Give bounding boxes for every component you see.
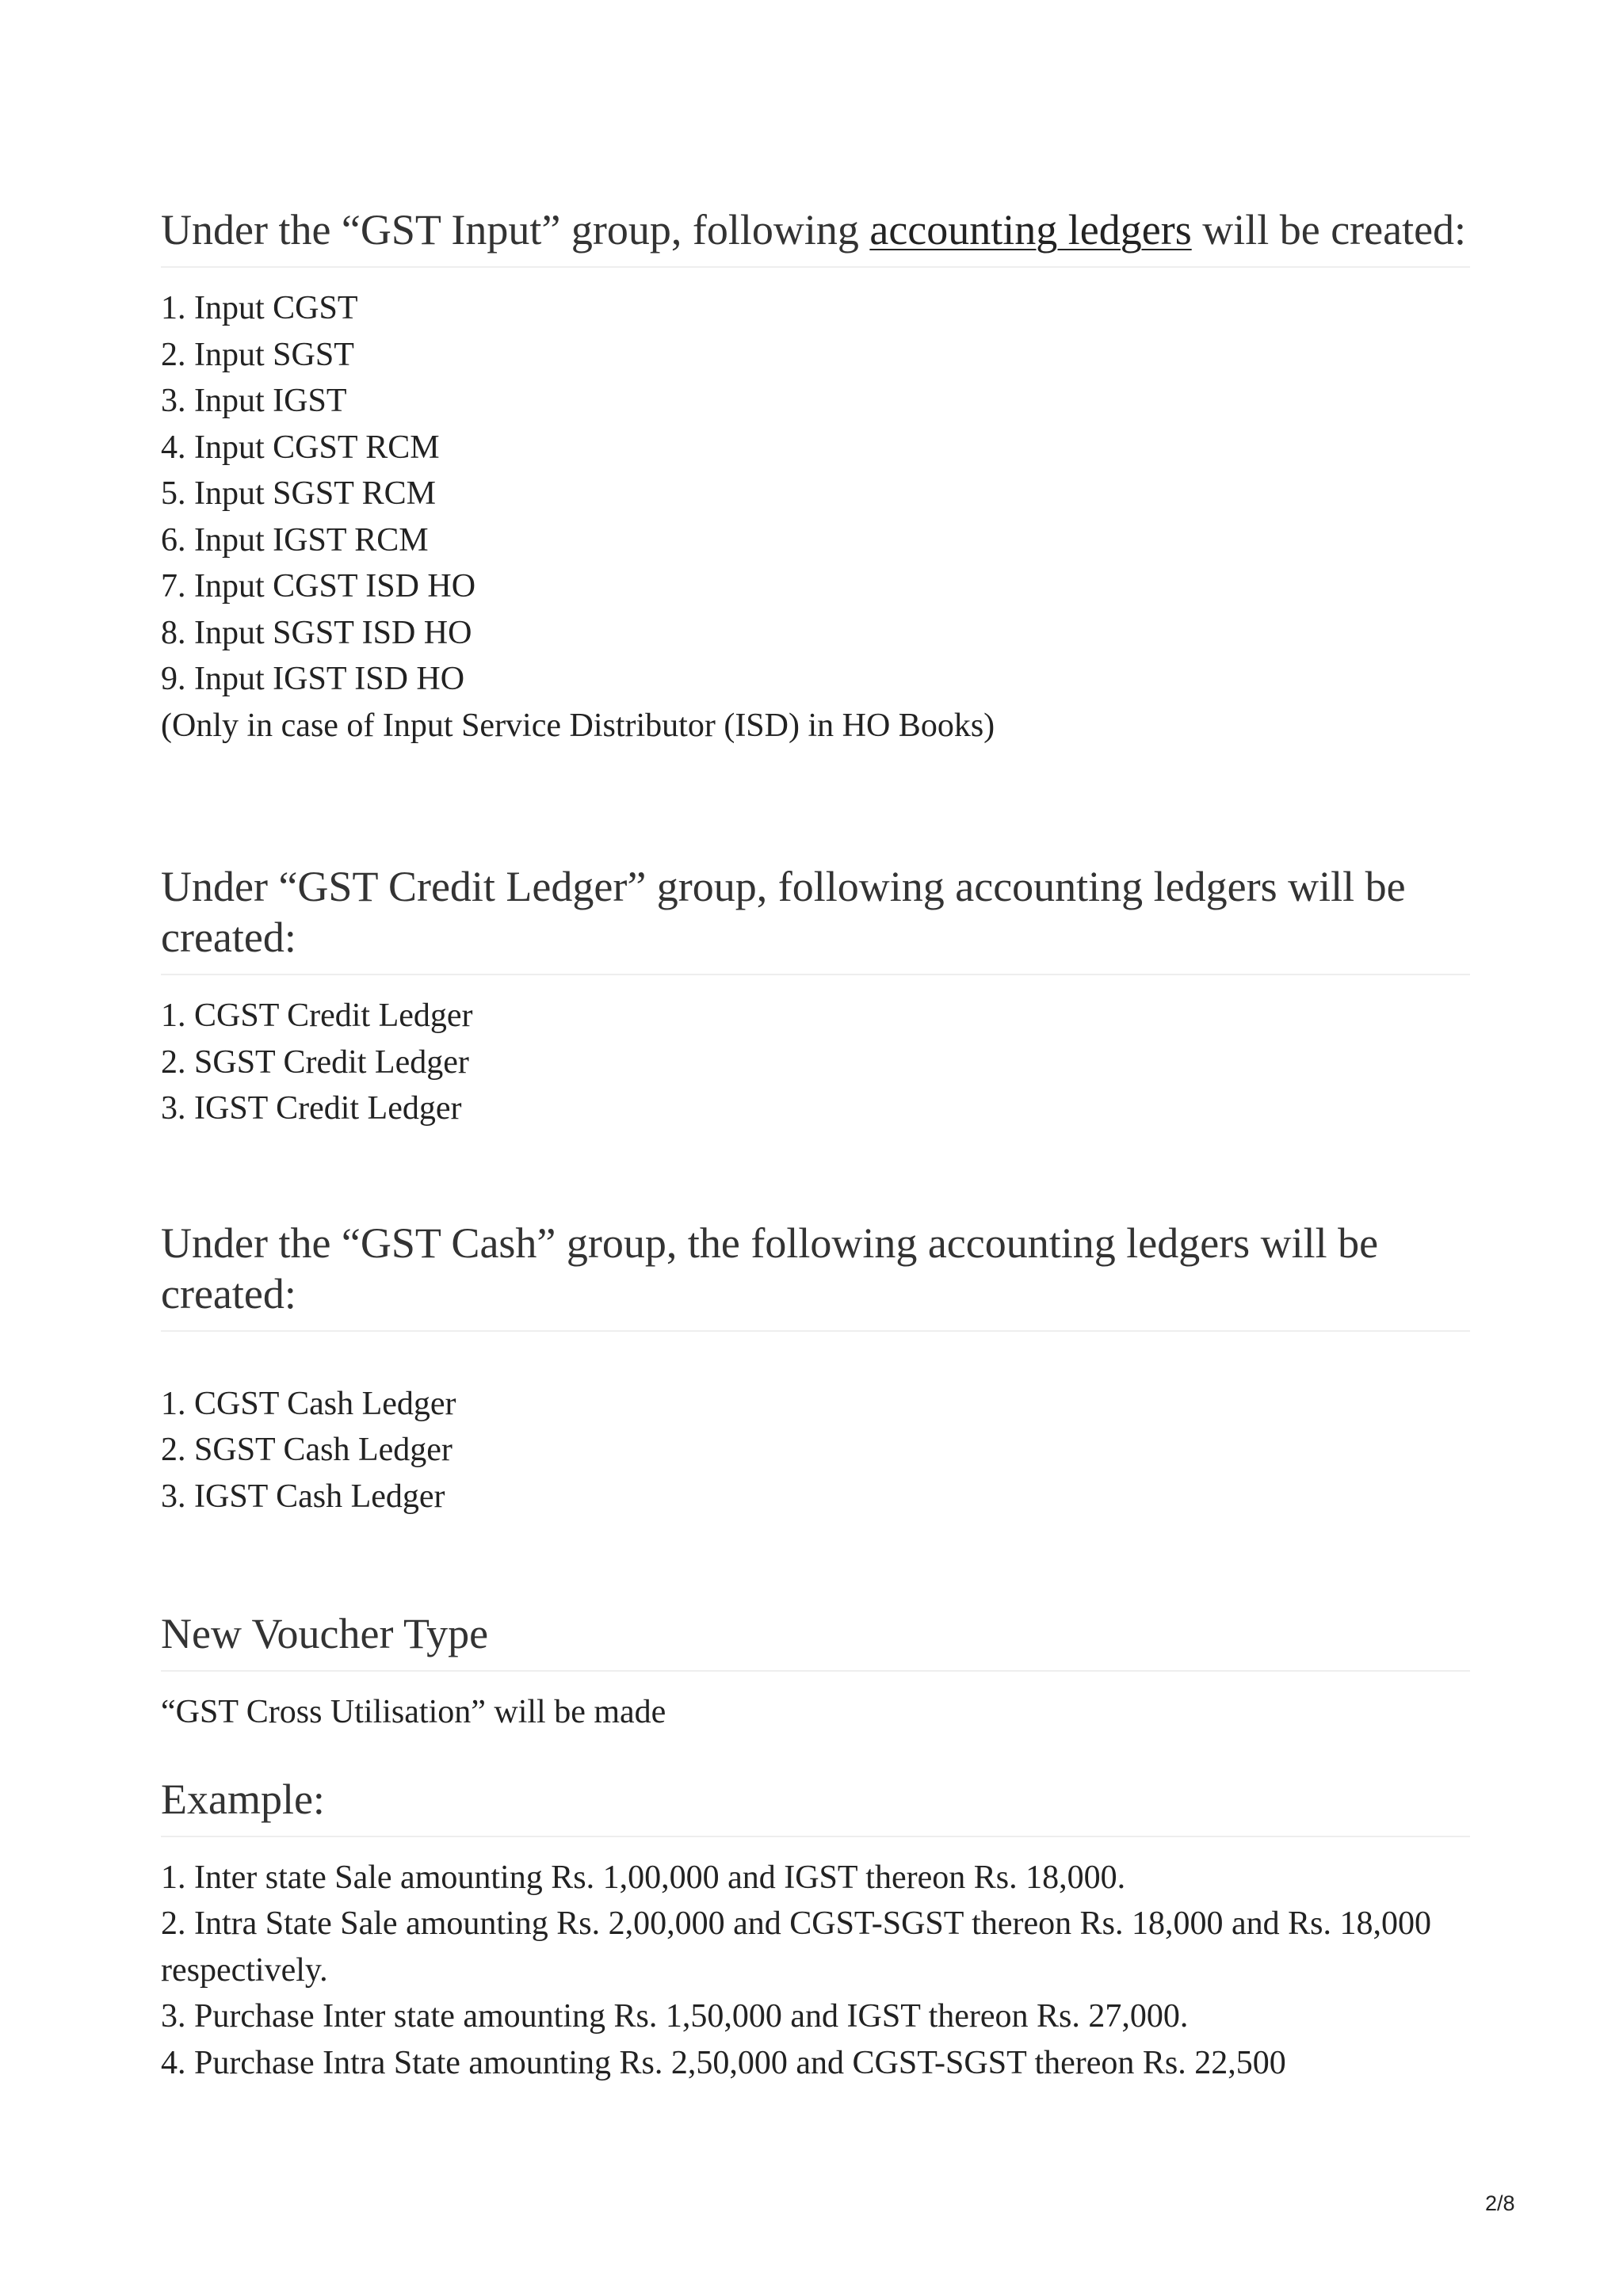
list-item: 8. Input SGST ISD HO [161,614,472,651]
list-item: 2. SGST Credit Ledger [161,1043,469,1081]
gst-input-ledger-list [161,285,1470,749]
list-item: 7. Input CGST ISD HO [161,568,476,605]
article-content [161,204,1470,2086]
list-item: 1. Input CGST [161,290,358,326]
heading-text: Under the “GST Input” group, following [161,206,870,254]
page-number: 2/8 [1485,2191,1515,2215]
list-item: 3. IGST Credit Ledger [161,1090,462,1127]
list-item: 2. Input SGST [161,336,354,373]
list-item: 4. Purchase Intra State amounting Rs. 2,50,000 and CGST-SGST thereon Rs. 22,500 [161,2044,1286,2081]
list-item: 3. Purchase Inter state amounting Rs. 1,50,000 and IGST thereon Rs. 27,000. [161,1998,1189,2035]
list-item: 1. CGST Cash Ledger [161,1385,456,1422]
list-item: 2. Intra State Sale amounting Rs. 2,00,000 and CGST-SGST thereon Rs. 18,000 and Rs. 18,000 respectively. [161,1905,1431,1989]
voucher-type-text: “GST Cross Utilisation” will be made [161,1694,666,1730]
list-item: 9. Input IGST ISD HO [161,661,465,697]
new-voucher-type-heading: New Voucher Type [161,1608,1470,1672]
gst-credit-ledger-heading: Under “GST Credit Ledger” group, following accounting ledgers will be created: [161,861,1470,975]
gst-cash-ledger-list [161,1381,1470,1520]
list-item: 3. Input IGST [161,383,347,419]
gst-credit-ledger-list [161,993,1470,1132]
list-item: 3. IGST Cash Ledger [161,1478,445,1515]
gst-input-heading [161,204,1470,268]
accounting-ledgers-link[interactable]: accounting ledgers [869,206,1192,254]
list-item: 1. CGST Credit Ledger [161,997,473,1034]
list-item: 6. Input IGST RCM [161,521,429,559]
gst-cash-heading: Under the “GST Cash” group, the following accounting ledgers will be created: [161,1218,1470,1332]
heading-text: will be created: [1191,206,1467,254]
isd-note: (Only in case of Input Service Distributor (ISD) in HO Books) [161,707,995,744]
list-item: 4. Input CGST RCM [161,429,440,466]
list-item: 5. Input SGST RCM [161,475,436,512]
list-item: 2. SGST Cash Ledger [161,1432,453,1468]
list-item: 1. Inter state Sale amounting Rs. 1,00,000 and IGST thereon Rs. 18,000. [161,1859,1126,1896]
example-list [161,1855,1470,2087]
example-heading: Example: [161,1774,1470,1837]
